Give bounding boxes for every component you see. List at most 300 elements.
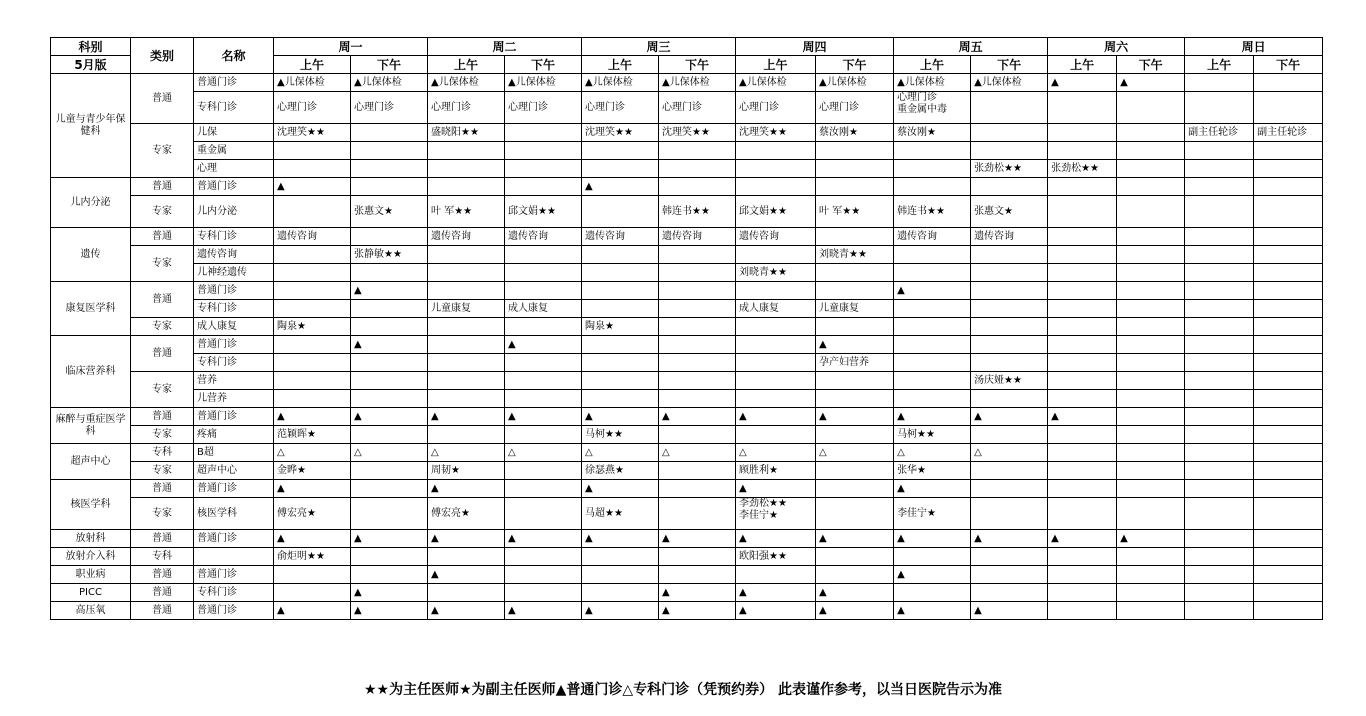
header-pm: 下午 xyxy=(1117,56,1185,74)
schedule-cell: ▲ xyxy=(736,480,816,498)
schedule-cell xyxy=(505,480,582,498)
schedule-cell xyxy=(971,124,1048,142)
header-version: 5月版 xyxy=(51,56,131,74)
schedule-cell xyxy=(1254,584,1323,602)
schedule-cell xyxy=(971,178,1048,196)
schedule-cell xyxy=(736,354,816,372)
schedule-cell xyxy=(1254,530,1323,548)
table-row xyxy=(51,602,1323,620)
schedule-cell xyxy=(1048,92,1117,124)
schedule-cell xyxy=(1117,444,1185,462)
schedule-cell xyxy=(894,160,971,178)
schedule-cell xyxy=(1254,92,1323,124)
schedule-cell xyxy=(1048,566,1117,584)
table-row xyxy=(51,444,1323,462)
schedule-cell: ▲ xyxy=(894,282,971,300)
category-cell: 普通 xyxy=(131,480,194,498)
schedule-cell: 傅宏亮★ xyxy=(274,498,351,530)
schedule-cell xyxy=(1048,372,1117,390)
header-category: 类别 xyxy=(131,38,194,74)
schedule-cell xyxy=(1048,390,1117,408)
schedule-cell: ▲ xyxy=(582,178,659,196)
schedule-cell xyxy=(971,390,1048,408)
schedule-cell: 副主任轮诊 xyxy=(1185,124,1254,142)
schedule-cell: ▲ xyxy=(659,408,736,426)
schedule-cell xyxy=(659,336,736,354)
clinic-name-cell: 专科门诊 xyxy=(194,92,274,124)
schedule-cell xyxy=(505,178,582,196)
schedule-cell: 心理门诊 xyxy=(582,92,659,124)
category-cell: 专家 xyxy=(131,462,194,480)
schedule-cell: ▲ xyxy=(274,178,351,196)
schedule-cell-line: 心理门诊 xyxy=(897,92,938,103)
schedule-cell: ▲儿保体检 xyxy=(971,74,1048,92)
schedule-cell xyxy=(274,160,351,178)
category-cell: 专家 xyxy=(131,124,194,178)
clinic-name-cell: 专科门诊 xyxy=(194,228,274,246)
header-day: 周日 xyxy=(1185,38,1323,56)
schedule-cell xyxy=(1254,318,1323,336)
schedule-cell xyxy=(894,300,971,318)
clinic-name-cell: B超 xyxy=(194,444,274,462)
schedule-cell: ▲ xyxy=(816,336,894,354)
schedule-cell: ▲ xyxy=(505,602,582,620)
schedule-cell: 遗传咨询 xyxy=(428,228,505,246)
schedule-cell: ▲ xyxy=(274,480,351,498)
schedule-cell xyxy=(971,318,1048,336)
schedule-cell xyxy=(971,462,1048,480)
schedule-cell xyxy=(1185,408,1254,426)
schedule-cell xyxy=(1117,92,1185,124)
schedule-cell: 张静敏★★ xyxy=(351,246,428,264)
schedule-cell xyxy=(816,390,894,408)
category-cell: 专家 xyxy=(131,372,194,408)
schedule-cell: 傅宏亮★ xyxy=(428,498,505,530)
clinic-name-cell: 儿营养 xyxy=(194,390,274,408)
table-row xyxy=(51,336,1323,354)
department-cell: 儿内分泌 xyxy=(51,178,131,228)
schedule-cell xyxy=(351,160,428,178)
header-am: 上午 xyxy=(582,56,659,74)
schedule-cell: 盛晓阳★★ xyxy=(428,124,505,142)
schedule-cell: 蔡汝刚★ xyxy=(894,124,971,142)
category-cell: 普通 xyxy=(131,178,194,196)
schedule-cell: 遗传咨询 xyxy=(971,228,1048,246)
schedule-cell: △ xyxy=(351,444,428,462)
table-row xyxy=(51,318,1323,336)
schedule-cell xyxy=(1117,142,1185,160)
schedule-cell xyxy=(1185,318,1254,336)
schedule-cell xyxy=(659,548,736,566)
schedule-cell: ▲儿保体检 xyxy=(505,74,582,92)
schedule-cell xyxy=(659,498,736,530)
schedule-cell xyxy=(505,390,582,408)
schedule-cell: 心理门诊 xyxy=(736,92,816,124)
schedule-cell xyxy=(428,142,505,160)
schedule-cell xyxy=(894,548,971,566)
schedule-cell xyxy=(1185,444,1254,462)
schedule-cell xyxy=(1254,178,1323,196)
schedule-cell: 李佳宁★ xyxy=(894,498,971,530)
schedule-cell xyxy=(428,264,505,282)
department-cell: 放射介入科 xyxy=(51,548,131,566)
schedule-cell xyxy=(1117,228,1185,246)
category-cell: 普通 xyxy=(131,282,194,318)
schedule-cell: ▲儿保体检 xyxy=(351,74,428,92)
schedule-cell xyxy=(351,372,428,390)
schedule-cell xyxy=(582,372,659,390)
schedule-cell xyxy=(505,584,582,602)
schedule-cell: ▲ xyxy=(351,584,428,602)
schedule-cell xyxy=(428,354,505,372)
schedule-cell-line: 李佳宁★ xyxy=(739,510,779,521)
schedule-cell-line: 重金属中毒 xyxy=(897,104,948,115)
clinic-name-cell: 普通门诊 xyxy=(194,282,274,300)
schedule-cell xyxy=(736,498,816,530)
schedule-cell xyxy=(971,92,1048,124)
schedule-cell: 儿童康复 xyxy=(428,300,505,318)
schedule-cell xyxy=(582,336,659,354)
header-pm: 下午 xyxy=(659,56,736,74)
schedule-cell xyxy=(1254,160,1323,178)
schedule-cell xyxy=(1117,318,1185,336)
schedule-cell xyxy=(1048,318,1117,336)
schedule-cell: 沈理笑★★ xyxy=(582,124,659,142)
schedule-cell xyxy=(274,196,351,228)
schedule-cell: ▲ xyxy=(582,602,659,620)
category-cell: 专科 xyxy=(131,444,194,462)
schedule-cell xyxy=(1048,178,1117,196)
schedule-cell xyxy=(1048,300,1117,318)
table-row xyxy=(51,530,1323,548)
schedule-cell: 遗传咨询 xyxy=(582,228,659,246)
schedule-cell xyxy=(659,426,736,444)
schedule-cell xyxy=(736,160,816,178)
schedule-cell: ▲ xyxy=(274,602,351,620)
schedule-cell xyxy=(1117,498,1185,530)
schedule-cell-line: 李劲松★★ xyxy=(739,498,787,509)
schedule-cell xyxy=(971,548,1048,566)
schedule-cell xyxy=(971,282,1048,300)
schedule-cell: 范颖晖★ xyxy=(274,426,351,444)
schedule-cell xyxy=(351,142,428,160)
schedule-cell: 韩连书★★ xyxy=(659,196,736,228)
schedule-cell xyxy=(971,498,1048,530)
schedule-cell xyxy=(505,124,582,142)
header-pm: 下午 xyxy=(351,56,428,74)
schedule-cell xyxy=(1254,142,1323,160)
schedule-body xyxy=(51,74,1323,620)
schedule-cell xyxy=(1185,602,1254,620)
schedule-cell xyxy=(971,264,1048,282)
schedule-cell: ▲ xyxy=(351,336,428,354)
category-cell: 专家 xyxy=(131,318,194,336)
schedule-cell: ▲ xyxy=(1117,530,1185,548)
table-row xyxy=(51,390,1323,408)
schedule-table xyxy=(50,37,1323,620)
clinic-name-cell: 成人康复 xyxy=(194,318,274,336)
schedule-cell xyxy=(736,426,816,444)
schedule-cell xyxy=(894,354,971,372)
schedule-cell xyxy=(1185,336,1254,354)
header-am: 上午 xyxy=(736,56,816,74)
schedule-cell xyxy=(1048,462,1117,480)
schedule-cell xyxy=(428,336,505,354)
schedule-cell xyxy=(1048,196,1117,228)
schedule-cell: ▲ xyxy=(816,584,894,602)
schedule-cell: ▲ xyxy=(816,602,894,620)
schedule-cell: 马超★★ xyxy=(582,498,659,530)
schedule-cell xyxy=(1185,228,1254,246)
schedule-cell xyxy=(1254,264,1323,282)
schedule-cell xyxy=(428,426,505,444)
category-cell: 专家 xyxy=(131,426,194,444)
schedule-cell xyxy=(1185,142,1254,160)
schedule-cell xyxy=(1117,480,1185,498)
schedule-cell xyxy=(1117,566,1185,584)
schedule-cell xyxy=(1254,372,1323,390)
department-cell: 核医学科 xyxy=(51,480,131,530)
schedule-cell: ▲ xyxy=(428,566,505,584)
schedule-cell xyxy=(1254,548,1323,566)
schedule-cell xyxy=(816,228,894,246)
schedule-cell xyxy=(428,246,505,264)
department-cell: 临床营养科 xyxy=(51,336,131,408)
schedule-cell xyxy=(1048,548,1117,566)
department-cell: PICC xyxy=(51,584,131,602)
schedule-cell: ▲ xyxy=(505,530,582,548)
schedule-cell xyxy=(1254,566,1323,584)
header-day: 周二 xyxy=(428,38,582,56)
schedule-cell xyxy=(659,566,736,584)
schedule-cell xyxy=(1117,336,1185,354)
category-cell: 专家 xyxy=(131,196,194,228)
schedule-cell xyxy=(505,282,582,300)
schedule-cell xyxy=(351,462,428,480)
schedule-cell xyxy=(1117,178,1185,196)
schedule-cell xyxy=(1254,354,1323,372)
schedule-cell xyxy=(894,336,971,354)
schedule-cell xyxy=(1254,462,1323,480)
header-day: 周四 xyxy=(736,38,894,56)
table-row xyxy=(51,92,1323,124)
schedule-cell: 成人康复 xyxy=(736,300,816,318)
schedule-cell xyxy=(428,318,505,336)
schedule-cell xyxy=(505,566,582,584)
schedule-cell: 陶泉★ xyxy=(582,318,659,336)
schedule-cell: 张华★ xyxy=(894,462,971,480)
schedule-cell xyxy=(1117,196,1185,228)
header-am: 上午 xyxy=(274,56,351,74)
header-pm: 下午 xyxy=(505,56,582,74)
table-row xyxy=(51,228,1323,246)
table-row xyxy=(51,584,1323,602)
header-am: 上午 xyxy=(1048,56,1117,74)
schedule-cell xyxy=(1048,480,1117,498)
header-day: 周六 xyxy=(1048,38,1185,56)
schedule-cell xyxy=(1117,548,1185,566)
department-cell: 超声中心 xyxy=(51,444,131,480)
schedule-cell xyxy=(428,282,505,300)
schedule-cell: ▲ xyxy=(894,530,971,548)
schedule-cell xyxy=(1185,480,1254,498)
schedule-cell xyxy=(894,246,971,264)
schedule-cell xyxy=(428,548,505,566)
schedule-cell xyxy=(1254,196,1323,228)
schedule-cell xyxy=(1117,246,1185,264)
schedule-cell: 张劲松★★ xyxy=(1048,160,1117,178)
schedule-cell: ▲ xyxy=(428,480,505,498)
schedule-cell xyxy=(659,372,736,390)
schedule-cell xyxy=(351,566,428,584)
category-cell: 普通 xyxy=(131,408,194,426)
schedule-cell: ▲儿保体检 xyxy=(428,74,505,92)
schedule-cell xyxy=(1117,390,1185,408)
schedule-cell xyxy=(659,300,736,318)
schedule-cell xyxy=(816,566,894,584)
schedule-cell xyxy=(582,548,659,566)
header-dept: 科别 xyxy=(51,38,131,56)
schedule-cell: △ xyxy=(736,444,816,462)
schedule-cell xyxy=(505,142,582,160)
schedule-cell xyxy=(1117,124,1185,142)
schedule-cell: 蔡汝刚★ xyxy=(816,124,894,142)
schedule-cell xyxy=(894,390,971,408)
schedule-cell xyxy=(736,178,816,196)
schedule-cell xyxy=(1254,246,1323,264)
schedule-cell: 沈理笑★★ xyxy=(659,124,736,142)
schedule-cell: 张惠文★ xyxy=(351,196,428,228)
schedule-cell xyxy=(971,354,1048,372)
schedule-cell xyxy=(894,142,971,160)
schedule-cell: 心理门诊 xyxy=(351,92,428,124)
clinic-name-cell: 普通门诊 xyxy=(194,336,274,354)
schedule-cell xyxy=(1185,160,1254,178)
schedule-cell: 张惠文★ xyxy=(971,196,1048,228)
legend-footer: ★★为主任医师★为副主任医师▲普通门诊△专科门诊（凭预约券） 此表谨作参考，以当日医院告示为准 xyxy=(363,682,1003,698)
clinic-name-cell: 专科门诊 xyxy=(194,300,274,318)
schedule-cell: ▲儿保体检 xyxy=(582,74,659,92)
schedule-cell xyxy=(1185,498,1254,530)
schedule-cell: ▲ xyxy=(736,584,816,602)
schedule-cell xyxy=(1254,74,1323,92)
schedule-cell xyxy=(1117,160,1185,178)
schedule-cell xyxy=(274,390,351,408)
schedule-cell xyxy=(582,282,659,300)
schedule-cell xyxy=(736,372,816,390)
schedule-cell xyxy=(1048,602,1117,620)
schedule-cell: 顾胜利★ xyxy=(736,462,816,480)
clinic-name-cell: 普通门诊 xyxy=(194,74,274,92)
schedule-cell xyxy=(1185,282,1254,300)
department-cell: 职业病 xyxy=(51,566,131,584)
header-day: 周一 xyxy=(274,38,428,56)
schedule-cell xyxy=(1048,228,1117,246)
schedule-cell xyxy=(659,390,736,408)
schedule-cell: 刘晓青★★ xyxy=(816,246,894,264)
table-row xyxy=(51,372,1323,390)
schedule-cell xyxy=(659,142,736,160)
schedule-cell xyxy=(894,318,971,336)
schedule-cell xyxy=(1048,498,1117,530)
schedule-cell: 儿童康复 xyxy=(816,300,894,318)
schedule-cell xyxy=(1117,584,1185,602)
header-day: 周三 xyxy=(582,38,736,56)
schedule-cell: ▲ xyxy=(816,530,894,548)
schedule-cell: 金晔★ xyxy=(274,462,351,480)
schedule-cell xyxy=(505,318,582,336)
schedule-cell xyxy=(428,372,505,390)
schedule-cell xyxy=(505,462,582,480)
clinic-name-cell: 超声中心 xyxy=(194,462,274,480)
schedule-cell xyxy=(428,390,505,408)
schedule-cell: △ xyxy=(505,444,582,462)
schedule-cell: 心理门诊 xyxy=(428,92,505,124)
schedule-cell: △ xyxy=(274,444,351,462)
schedule-cell: ▲儿保体检 xyxy=(659,74,736,92)
schedule-cell xyxy=(1185,300,1254,318)
clinic-name-cell: 普通门诊 xyxy=(194,530,274,548)
schedule-cell: 沈理笑★★ xyxy=(736,124,816,142)
schedule-cell xyxy=(1254,480,1323,498)
schedule-cell xyxy=(428,160,505,178)
schedule-cell xyxy=(351,498,428,530)
schedule-cell xyxy=(971,142,1048,160)
schedule-cell: 韩连书★★ xyxy=(894,196,971,228)
schedule-cell: ▲ xyxy=(274,530,351,548)
schedule-cell xyxy=(1048,282,1117,300)
schedule-cell xyxy=(274,336,351,354)
schedule-cell xyxy=(971,584,1048,602)
schedule-cell xyxy=(1117,354,1185,372)
schedule-cell xyxy=(1048,426,1117,444)
schedule-cell: ▲ xyxy=(1048,408,1117,426)
schedule-cell xyxy=(1117,462,1185,480)
schedule-cell: ▲ xyxy=(659,602,736,620)
schedule-cell: 马柯★★ xyxy=(582,426,659,444)
table-row xyxy=(51,300,1323,318)
schedule-cell: △ xyxy=(894,444,971,462)
schedule-cell xyxy=(1254,300,1323,318)
schedule-cell xyxy=(971,480,1048,498)
schedule-cell xyxy=(1185,74,1254,92)
schedule-cell: ▲ xyxy=(1117,74,1185,92)
header-pm: 下午 xyxy=(971,56,1048,74)
schedule-cell: 心理门诊 xyxy=(659,92,736,124)
schedule-cell: △ xyxy=(582,444,659,462)
schedule-cell xyxy=(736,142,816,160)
schedule-cell: ▲儿保体检 xyxy=(736,74,816,92)
schedule-cell: ▲ xyxy=(274,408,351,426)
schedule-cell xyxy=(816,426,894,444)
schedule-cell xyxy=(505,160,582,178)
schedule-cell: ▲ xyxy=(1048,74,1117,92)
schedule-cell xyxy=(659,264,736,282)
schedule-cell xyxy=(659,318,736,336)
schedule-cell xyxy=(816,282,894,300)
schedule-cell xyxy=(582,264,659,282)
schedule-cell xyxy=(1048,142,1117,160)
schedule-cell xyxy=(351,228,428,246)
schedule-cell xyxy=(351,300,428,318)
clinic-name-cell: 核医学科 xyxy=(194,498,274,530)
schedule-cell: ▲ xyxy=(736,602,816,620)
schedule-cell xyxy=(1185,426,1254,444)
schedule-cell xyxy=(1185,462,1254,480)
schedule-cell xyxy=(736,318,816,336)
category-cell: 普通 xyxy=(131,74,194,124)
schedule-cell xyxy=(1185,530,1254,548)
